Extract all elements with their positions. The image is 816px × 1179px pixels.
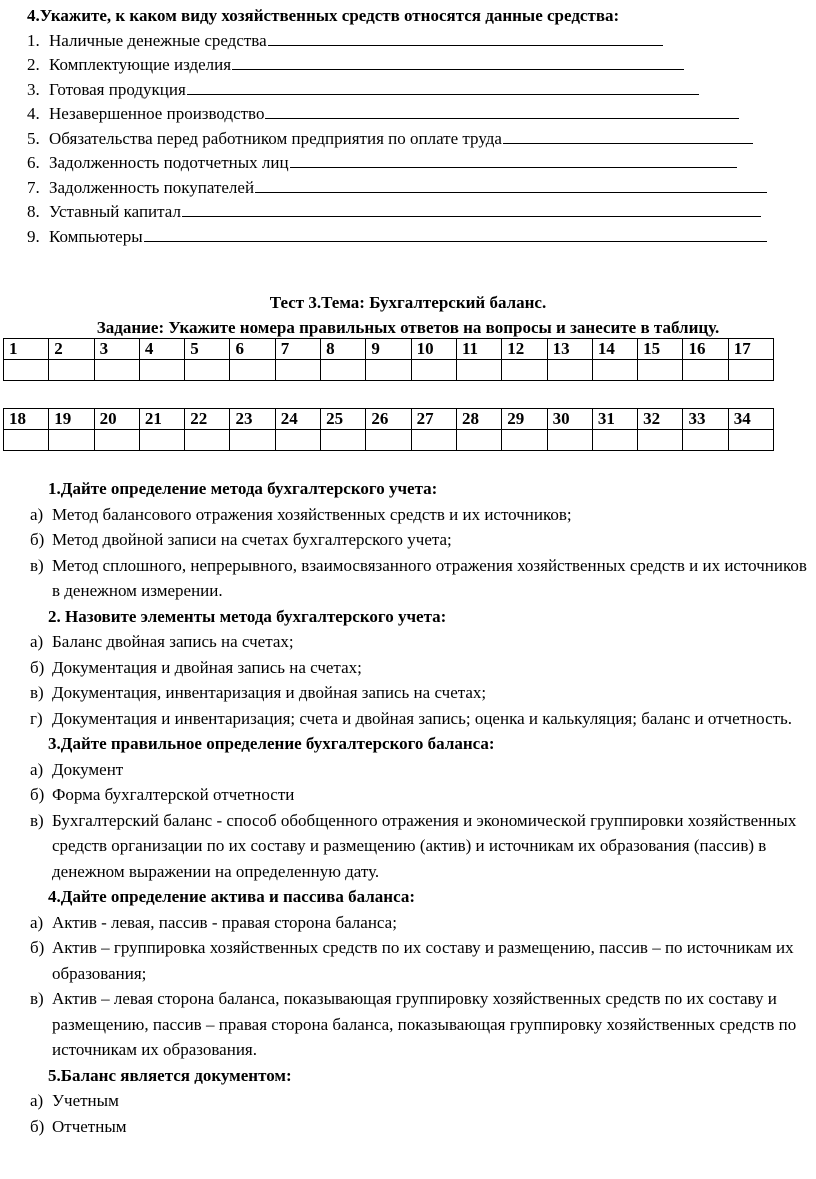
question-number-cell: 15 [638,339,683,360]
answer-cell[interactable] [366,360,411,381]
option-text: Бухгалтерский баланс - способ обобщенного отражения и экономической группировки хозяйственных средств организации по их составу и размещению (актив) и источникам их образования (пассив) в денежном выражении на определенную дату. [52,810,797,881]
item-number: 7. [27,177,40,197]
question-number-cell: 31 [592,409,637,430]
option-text: Форма бухгалтерской отчетности [52,785,295,804]
answer-cell[interactable] [592,360,637,381]
question-number-cell: 1 [4,339,49,360]
answer-cell[interactable] [49,430,94,451]
answer-table-2 [3,408,774,451]
answer-cell[interactable] [502,360,547,381]
answer-option [30,655,816,681]
option-text: Документация и инвентаризация; счета и двойная запись; оценка и калькуляция; баланс и отчетность. [52,708,793,728]
question-number-cell: 8 [321,339,366,360]
fill-in-item [27,29,787,54]
answer-option [30,706,816,732]
question-number-cell: 21 [139,409,184,430]
question-number-cell: 18 [4,409,49,430]
question-title: 3.Дайте правильное определение бухгалтерского баланса: [48,734,495,753]
item-label: Наличные денежные средства [49,30,267,50]
answer-cell[interactable] [456,360,501,381]
option-text: Отчетным [52,1116,127,1136]
answer-option [30,502,816,528]
answer-option [30,757,816,783]
item-number: 4. [27,104,40,123]
answer-blank-line[interactable] [268,29,663,46]
question-number-cell: 13 [547,339,592,360]
option-letter: б) [30,530,45,549]
answer-cell[interactable] [275,360,320,381]
question-number-cell: 17 [728,339,773,360]
item-number: 6. [27,153,40,172]
question-number-cell: 20 [94,409,139,430]
fill-in-item [27,78,787,103]
question-number-cell: 5 [185,339,230,360]
answer-cell[interactable] [321,360,366,381]
option-text: Метод сплошного, непрерывного, взаимосвязанного отражения хозяйственных средств и их источников в денежном измерении. [52,555,807,600]
answer-option [30,1114,816,1140]
option-text: Документация, инвентаризация и двойная запись на счетах; [52,683,487,702]
option-text: Актив – группировка хозяйственных средств по их составу и размещению, пассив – по источникам их образования; [52,938,794,983]
question-title: 4.Дайте определение актива и пассива баланса: [48,887,415,906]
question-number-cell: 19 [49,409,94,430]
option-letter: а) [30,504,44,524]
option-letter: в) [30,810,44,830]
fill-in-item [27,225,787,250]
option-letter: б) [30,657,45,677]
fill-in-item [27,53,787,78]
question-title: 5.Баланс является документом: [48,1065,292,1085]
option-letter: б) [30,1116,45,1136]
question-number-cell: 22 [185,409,230,430]
fill-in-item [27,151,787,176]
answer-cell[interactable] [49,360,94,381]
answer-cell[interactable] [139,430,184,451]
answer-cell[interactable] [185,360,230,381]
answer-option [30,680,816,706]
question-number-cell: 2 [49,339,94,360]
item-label: Уставный капитал [49,202,181,221]
question-number-cell: 28 [456,409,501,430]
answer-cell[interactable] [683,360,728,381]
question-title: 1.Дайте определение метода бухгалтерского учета: [48,479,438,498]
option-text: Актив - левая, пассив - правая сторона баланса; [52,912,397,932]
answer-option [30,782,816,808]
option-text: Актив – левая сторона баланса, показывающая группировку хозяйственных средств по их составу и размещению, пассив – правая сторона баланса, показывающая группировку хозяйственных средств по источникам их образования. [52,989,797,1059]
item-label: Комплектующие изделия [49,55,232,74]
answer-cell[interactable] [4,360,49,381]
question-title: 2. Назовите элементы метода бухгалтерского учета: [48,606,447,626]
item-label: Задолженность покупателей [49,177,255,197]
option-letter: в) [30,555,44,575]
item-number: 2. [27,55,40,74]
question-number-cell: 3 [94,339,139,360]
answer-cell[interactable] [321,430,366,451]
option-letter: б) [30,938,45,957]
answer-cell[interactable] [638,360,683,381]
answer-option [30,553,816,604]
option-letter: а) [30,912,44,932]
option-letter: б) [30,785,45,804]
question-number-cell: 34 [728,409,773,430]
question-number-cell: 7 [275,339,320,360]
question-number-cell: 33 [683,409,728,430]
answer-cell[interactable] [366,430,411,451]
answer-cell[interactable] [4,430,49,451]
answer-blank-line[interactable] [255,176,767,193]
answer-blank-line[interactable] [144,225,767,242]
item-label: Компьютеры [49,226,143,246]
item-number: 3. [27,79,40,99]
fill-in-item [27,176,787,201]
question-number-cell: 32 [638,409,683,430]
answer-blank-line[interactable] [232,53,684,70]
question-number-cell: 30 [547,409,592,430]
option-letter: а) [30,759,44,779]
answer-blank-line[interactable] [187,78,699,95]
answer-option [30,1088,816,1114]
option-text: Баланс двойная запись на счетах; [52,632,294,651]
question-number-cell: 10 [411,339,456,360]
answer-cell[interactable] [728,430,773,451]
option-text: Документация и двойная запись на счетах; [52,657,362,677]
option-text: Учетным [52,1091,119,1110]
question-4-block [27,4,787,249]
fill-in-item [27,127,787,152]
answer-cell[interactable] [411,430,456,451]
option-text: Документ [52,759,124,779]
answer-cell[interactable] [547,430,592,451]
answer-option [30,910,816,936]
item-label: Обязательства перед работником предприятия по оплате труда [49,128,502,148]
question-number-cell: 4 [139,339,184,360]
test-task: Задание: Укажите номера правильных ответов на вопросы и занесите в таблицу. [96,318,720,337]
item-number: 9. [27,226,40,246]
test-header [0,290,816,340]
question-number-cell: 24 [275,409,320,430]
item-number: 5. [27,128,40,148]
answer-cell[interactable] [638,430,683,451]
item-number: 1. [27,30,40,50]
answer-cell[interactable] [275,430,320,451]
question-number-cell: 27 [411,409,456,430]
answer-cell[interactable] [230,430,275,451]
answer-cell[interactable] [139,360,184,381]
answer-cell[interactable] [502,430,547,451]
option-letter: г) [30,708,43,728]
question-4-items [27,29,787,250]
answer-table-1 [3,338,774,381]
answer-cell[interactable] [185,430,230,451]
question-4-title: 4.Укажите, к каком виду хозяйственных средств относятся данные средства: [27,6,620,25]
item-label: Задолженность подотчетных лиц [49,153,289,172]
answer-cell[interactable] [456,430,501,451]
question-number-cell: 23 [230,409,275,430]
answer-blank-line[interactable] [265,102,739,119]
answer-cell[interactable] [230,360,275,381]
answer-option [30,808,816,885]
answer-blank-line[interactable] [290,151,737,168]
item-number: 8. [27,202,40,221]
test-title: Тест 3.Тема: Бухгалтерский баланс. [269,293,547,312]
fill-in-item [27,200,787,225]
answer-cell[interactable] [683,430,728,451]
answer-cell[interactable] [547,360,592,381]
option-letter: а) [30,632,44,651]
option-text: Метод двойной записи на счетах бухгалтерского учета; [52,530,452,549]
answer-blank-line[interactable] [503,127,753,144]
question-number-cell: 16 [683,339,728,360]
question-number-cell: 6 [230,339,275,360]
answer-option [30,935,816,986]
answer-cell[interactable] [94,360,139,381]
answer-cell[interactable] [94,430,139,451]
item-label: Готовая продукция [49,79,186,99]
answer-blank-line[interactable] [182,200,761,217]
question-number-cell: 25 [321,409,366,430]
answer-cell[interactable] [728,360,773,381]
item-label: Незавершенное производство [49,104,265,123]
option-letter: в) [30,989,44,1008]
question-number-cell: 12 [502,339,547,360]
option-letter: а) [30,1091,44,1110]
answer-option [30,527,816,553]
answer-option [30,629,816,655]
option-text: Метод балансового отражения хозяйственных средств и их источников; [52,504,572,524]
question-number-cell: 29 [502,409,547,430]
question-number-cell: 14 [592,339,637,360]
fill-in-item [27,102,787,127]
question-number-cell: 11 [456,339,501,360]
questions-list [30,476,816,1139]
answer-option [30,986,816,1063]
answer-cell[interactable] [592,430,637,451]
option-letter: в) [30,683,44,702]
question-number-cell: 26 [366,409,411,430]
question-number-cell: 9 [366,339,411,360]
answer-cell[interactable] [411,360,456,381]
